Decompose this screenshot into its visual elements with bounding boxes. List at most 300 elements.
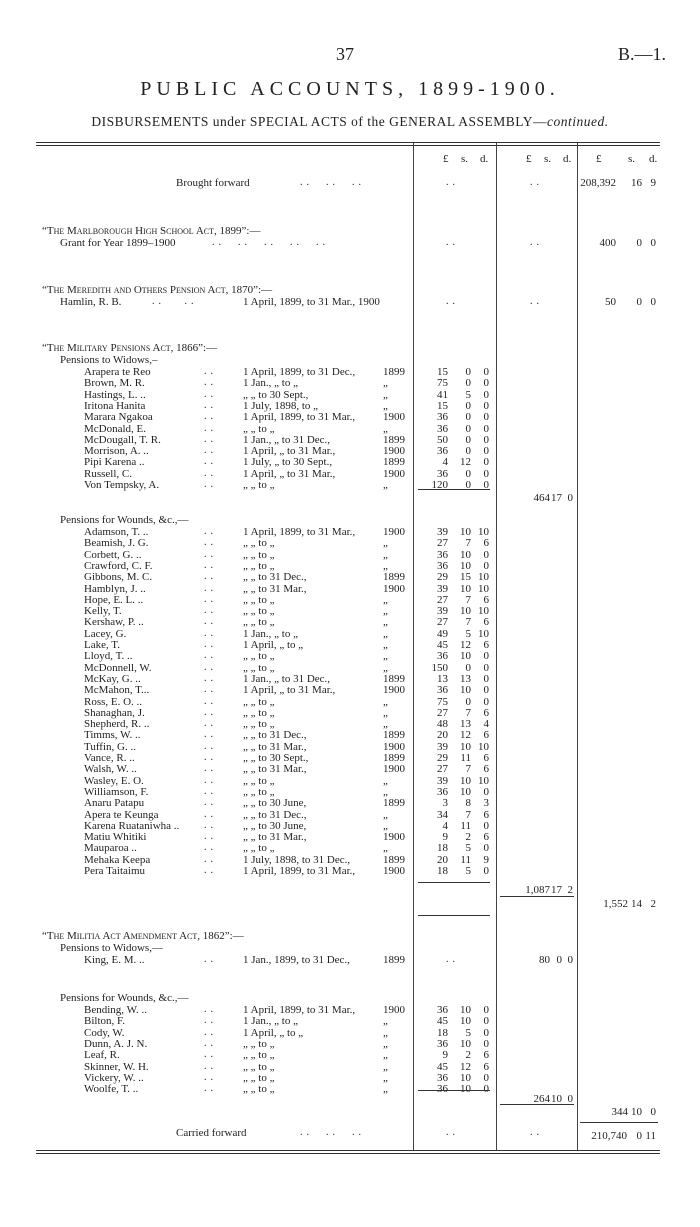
pension-year: 1900	[383, 411, 405, 424]
pension-period: „ „ to 31 Dec.,	[243, 571, 307, 584]
amount-pence: 0	[483, 411, 489, 424]
pension-period: „ „ to 30 Sept.,	[243, 752, 309, 764]
meredith-pounds: 50	[605, 296, 616, 308]
marlborough-grant-line: Grant for Year 1899–1900	[60, 237, 176, 249]
pension-year: 1899	[383, 729, 405, 742]
pensioner-name: Crawford, C. F.	[84, 559, 153, 572]
pension-year: „	[383, 593, 388, 606]
pensioner-name: Leaf, R.	[84, 1049, 120, 1062]
pension-period: „ „ to „	[243, 1037, 275, 1050]
military-widows-total-shillings: 17	[551, 492, 562, 504]
marlborough-pounds: 400	[599, 237, 616, 249]
amount-pence: 0	[483, 842, 489, 855]
pension-year: 1900	[383, 740, 405, 753]
pension-period: 1 April, 1899, to 31 Mar.,	[243, 411, 356, 424]
table-bottom-border-inner	[36, 1153, 660, 1154]
col1-pounds: £	[443, 153, 449, 165]
amount-pounds: 9	[442, 1049, 448, 1062]
amount-shillings: 0	[465, 433, 471, 446]
militia-widow-year: 1899	[383, 954, 405, 966]
brought-forward-pounds: 208,392	[580, 177, 616, 189]
col2-pence: d.	[563, 153, 572, 165]
leader-dots: .. .. ..	[300, 1127, 365, 1138]
pensioner-name: Woolfe, T. ..	[84, 1083, 139, 1096]
militia-act-heading: “The Militia Act Amendment Act, 1862”:—	[42, 930, 244, 942]
subtotal-rule	[418, 489, 490, 490]
pension-year: „	[383, 422, 388, 435]
pensioner-name: Ross, E. O. ..	[84, 695, 143, 708]
military-widows-total-pounds: 464	[533, 492, 550, 504]
pension-period: „ „ to 30 June,	[243, 797, 307, 810]
pension-year: 1900	[383, 445, 405, 458]
amount-pence: 6	[483, 616, 489, 629]
amount-shillings: 0	[465, 377, 471, 390]
leader-dots: ..	[204, 1004, 217, 1015]
empty-cell-dots: ..	[530, 296, 543, 307]
pension-period: 1 April, 1899, to 31 Mar.,	[243, 1004, 356, 1016]
leader-dots: ..	[204, 718, 217, 730]
pension-period: „ „ to 31 Mar.,	[243, 831, 307, 844]
leader-dots: ..	[204, 1015, 217, 1027]
amount-shillings: 10	[460, 582, 471, 595]
amount-pounds: 27	[437, 706, 448, 719]
amount-pence: 0	[483, 1026, 489, 1039]
pensioner-name: Walsh, W. ..	[84, 763, 137, 776]
amount-shillings: 10	[460, 1083, 471, 1096]
subtotal-rule	[418, 882, 490, 883]
pension-period: 1 April, 1899, to 31 Mar.,	[243, 865, 356, 877]
amount-pence: 10	[478, 582, 489, 595]
pension-year: „	[383, 616, 388, 629]
empty-cell-dots: ..	[530, 1127, 543, 1138]
pension-period: „ „ to „	[243, 605, 275, 618]
pensioner-name: Vickery, W. ..	[84, 1071, 144, 1084]
pension-period: „ „ to „	[243, 559, 275, 572]
military-wounds-heading: Pensions for Wounds, &c.,—	[60, 514, 189, 526]
pension-year: „	[383, 1037, 388, 1050]
pension-year: „	[383, 808, 388, 821]
pension-year: 1900	[383, 467, 405, 480]
col2-pounds: £	[526, 153, 532, 165]
amount-pence: 0	[483, 672, 489, 685]
pension-year: 1900	[383, 831, 405, 844]
pension-year: „	[383, 774, 388, 787]
amount-shillings: 0	[465, 366, 471, 378]
subtotal-rule	[418, 1090, 490, 1091]
page-title: PUBLIC ACCOUNTS, 1899-1900.	[140, 78, 560, 100]
pension-period: „ „ to „	[243, 650, 275, 663]
amount-shillings: 15	[460, 571, 471, 584]
pensioner-name: Lloyd, T. ..	[84, 650, 133, 663]
pensioner-name: Corbett, G. ..	[84, 548, 142, 561]
pension-period: 1 April, „ to 31 Mar.,	[243, 467, 336, 480]
brought-forward-shillings: 16	[631, 177, 642, 189]
amount-pence: 0	[483, 456, 489, 469]
leader-dots: ..	[204, 593, 217, 605]
pensioner-name: Pera Taitaimu	[84, 865, 146, 877]
table-top-border-inner	[36, 145, 660, 146]
pension-year: „	[383, 1071, 388, 1084]
pension-year: „	[383, 479, 388, 491]
amount-shillings: 0	[465, 661, 471, 674]
amount-pounds: 36	[437, 785, 448, 798]
pension-period: „ „ to 30 June,	[243, 819, 307, 832]
pensioner-name: Dunn, A. J. N.	[84, 1037, 148, 1050]
pensioner-name: McKay, G. ..	[84, 672, 141, 685]
amount-pence: 6	[483, 729, 489, 742]
amount-pence: 6	[483, 1060, 489, 1073]
amount-shillings: 10	[460, 774, 471, 787]
amount-shillings: 11	[460, 819, 471, 832]
amount-pence: 0	[483, 1037, 489, 1050]
leader-dots: ..	[204, 411, 217, 423]
amount-pence: 10	[478, 571, 489, 584]
leader-dots: ..	[204, 661, 217, 673]
leader-dots: ..	[204, 571, 217, 583]
carried-forward-label: Carried forward	[176, 1127, 247, 1139]
amount-pence: 0	[483, 445, 489, 458]
leader-dots: ..	[204, 467, 217, 479]
militia-wounds-total-shillings: 10	[551, 1093, 562, 1105]
pension-period: „ „ to 31 Dec.,	[243, 729, 307, 742]
pensioner-name: Matiu Whitiki	[84, 831, 147, 844]
amount-pounds: 36	[437, 1071, 448, 1084]
leader-dots: .. .. ..	[300, 177, 365, 188]
column-rule-1	[413, 143, 414, 1151]
militia-total-pence: 0	[650, 1106, 656, 1118]
amount-pounds: 36	[437, 411, 448, 424]
amount-pence: 0	[483, 865, 489, 877]
section-rule	[580, 1122, 658, 1123]
amount-pounds: 45	[437, 639, 448, 651]
amount-pounds: 34	[437, 808, 448, 821]
marlborough-shillings: 0	[636, 237, 642, 249]
amount-shillings: 13	[460, 718, 471, 731]
amount-pence: 0	[483, 377, 489, 390]
pension-period: 1 April, „ to „	[243, 639, 304, 651]
amount-pence: 0	[483, 1083, 489, 1096]
amount-shillings: 7	[465, 763, 471, 776]
pension-period: „ „ to „	[243, 1060, 275, 1073]
militia-widow-name: King, E. M. ..	[84, 954, 145, 966]
leader-dots: ..	[204, 605, 217, 617]
amount-pence: 6	[483, 593, 489, 606]
amount-pounds: 29	[437, 571, 448, 584]
pension-year: „	[383, 695, 388, 708]
amount-pounds: 27	[437, 616, 448, 629]
pensioner-name: Tuffin, G. ..	[84, 740, 136, 753]
leader-dots: ..	[204, 853, 217, 865]
amount-pounds: 36	[437, 650, 448, 663]
pensioner-name: Kelly, T.	[84, 605, 122, 618]
amount-pounds: 41	[437, 388, 448, 401]
pension-year: „	[383, 785, 388, 798]
pensioner-name: McDonnell, W.	[84, 661, 152, 674]
leader-dots: ..	[204, 479, 217, 490]
pension-year: „	[383, 1083, 388, 1096]
pension-year: „	[383, 399, 388, 412]
pension-year: „	[383, 537, 388, 550]
amount-shillings: 0	[465, 695, 471, 708]
leader-dots: ..	[204, 819, 217, 831]
pension-period: „ „ to 31 Dec.,	[243, 808, 307, 821]
empty-cell-dots: ..	[446, 954, 459, 965]
military-total-pence: 2	[650, 898, 656, 910]
militia-total-shillings: 10	[631, 1106, 642, 1118]
leader-dots: ..	[204, 808, 217, 820]
brought-forward-pence: 9	[650, 177, 656, 189]
amount-pounds: 48	[437, 718, 448, 731]
militia-widow-pence: 0	[567, 954, 573, 966]
pension-period: „ „ to „	[243, 422, 275, 435]
pension-year: 1899	[383, 366, 405, 378]
leader-dots: ..	[204, 1049, 217, 1061]
amount-pounds: 3	[442, 797, 448, 810]
leader-dots: ..	[204, 797, 217, 809]
pension-period: „ „ to „	[243, 695, 275, 708]
pension-year: „	[383, 388, 388, 401]
amount-pence: 0	[483, 819, 489, 832]
pension-period: „ „ to „	[243, 537, 275, 550]
pension-period: 1 Jan., „ to 31 Dec.,	[243, 433, 331, 446]
table-bottom-border	[36, 1150, 660, 1151]
amount-pence: 0	[483, 684, 489, 697]
amount-shillings: 5	[465, 1026, 471, 1039]
amount-pence: 10	[478, 740, 489, 753]
pension-period: „ „ to „	[243, 616, 275, 629]
amount-shillings: 0	[465, 479, 471, 491]
pensioner-name: Morrison, A. ..	[84, 445, 149, 458]
amount-pounds: 36	[437, 559, 448, 572]
amount-shillings: 5	[465, 842, 471, 855]
leader-dots: ..	[204, 548, 217, 560]
pensioner-name: Russell, C.	[84, 467, 132, 480]
amount-pence: 6	[483, 537, 489, 550]
amount-shillings: 7	[465, 537, 471, 550]
carried-forward-shillings: 0	[636, 1130, 642, 1142]
pensioner-name: McDougall, T. R.	[84, 433, 161, 446]
pensioner-name: Vance, R. ..	[84, 752, 135, 764]
amount-pounds: 39	[437, 605, 448, 618]
pension-period: „ „ to „	[243, 593, 275, 606]
military-wounds-total-pence: 2	[567, 884, 573, 896]
pensioner-name: Apera te Keunga	[84, 808, 159, 821]
amount-shillings: 10	[460, 548, 471, 561]
amount-pounds: 36	[437, 1004, 448, 1016]
document-reference: B.—1.	[618, 44, 667, 64]
leader-dots: .. .. .. .. ..	[212, 237, 329, 248]
amount-pounds: 15	[437, 366, 448, 378]
leader-dots: ..	[204, 433, 217, 445]
amount-pounds: 27	[437, 763, 448, 776]
amount-shillings: 11	[460, 853, 471, 866]
militia-widows-heading: Pensions to Widows,—	[60, 942, 163, 954]
amount-pence: 10	[478, 627, 489, 640]
meredith-pence: 0	[650, 296, 656, 308]
leader-dots: ..	[204, 456, 217, 468]
amount-shillings: 0	[465, 467, 471, 480]
pension-period: „ „ to „	[243, 785, 275, 798]
leader-dots: ..	[204, 627, 217, 639]
amount-pence: 0	[483, 388, 489, 401]
amount-shillings: 10	[460, 559, 471, 572]
pension-year: „	[383, 650, 388, 663]
leader-dots: ..	[204, 422, 217, 434]
pension-year: „	[383, 1060, 388, 1073]
section-rule	[418, 915, 490, 916]
amount-shillings: 7	[465, 808, 471, 821]
pension-period: 1 April, 1899, to 31 Dec.,	[243, 366, 356, 378]
amount-shillings: 13	[460, 672, 471, 685]
leader-dots: ..	[204, 1071, 217, 1083]
amount-pence: 10	[478, 605, 489, 618]
amount-pence: 0	[483, 1015, 489, 1028]
amount-pence: 0	[483, 661, 489, 674]
marlborough-pence: 0	[650, 237, 656, 249]
leader-dots: ..	[204, 639, 217, 650]
pension-period: „ „ to „	[243, 706, 275, 719]
pension-period: „ „ to „	[243, 774, 275, 787]
pensioner-name: Shanaghan, J.	[84, 706, 145, 719]
pension-year: „	[383, 842, 388, 855]
pension-period: „ „ to „	[243, 1071, 275, 1084]
amount-shillings: 2	[465, 831, 471, 844]
pension-year: „	[383, 639, 388, 651]
pension-year: 1900	[383, 684, 405, 697]
pension-period: „ „ to „	[243, 1083, 275, 1096]
pension-year: 1900	[383, 763, 405, 776]
amount-pounds: 36	[437, 1037, 448, 1050]
pension-period: 1 Jan., „ to „	[243, 627, 298, 640]
amount-shillings: 5	[465, 865, 471, 877]
pension-period: 1 Jan., „ to 31 Dec.,	[243, 672, 331, 685]
leader-dots: ..	[204, 831, 217, 843]
amount-shillings: 10	[460, 526, 471, 538]
col3-pounds: £	[596, 153, 602, 165]
amount-pounds: 39	[437, 526, 448, 538]
pensioner-name: McMahon, T...	[84, 684, 150, 697]
pension-period: „ „ to „	[243, 718, 275, 731]
amount-pounds: 36	[437, 422, 448, 435]
amount-shillings: 0	[465, 411, 471, 424]
pensioner-name: Brown, M. R.	[84, 377, 145, 390]
amount-pounds: 18	[437, 842, 448, 855]
pension-period: „ „ to „	[243, 842, 275, 855]
pensioner-name: Beamish, J. G.	[84, 537, 149, 550]
pension-period: 1 July, 1898, to „	[243, 399, 319, 412]
leader-dots: ..	[204, 763, 217, 775]
amount-pounds: 49	[437, 627, 448, 640]
meredith-act-heading: “The Meredith and Others Pension Act, 1870”:—	[42, 284, 273, 296]
column-rule-3	[577, 143, 578, 1151]
leader-dots: ..	[204, 785, 217, 797]
amount-pounds: 150	[431, 661, 448, 674]
military-widows-total-pence: 0	[567, 492, 573, 504]
leader-dots: ..	[204, 388, 217, 400]
amount-pounds: 120	[431, 479, 448, 491]
col3-shillings: s.	[628, 153, 636, 165]
pension-year: 1899	[383, 672, 405, 685]
amount-pence: 6	[483, 808, 489, 821]
pension-year: 1900	[383, 1004, 405, 1016]
pension-year: „	[383, 605, 388, 618]
pensioner-name: Adamson, T. ..	[84, 526, 149, 538]
pension-period: 1 April, „ to „	[243, 1026, 304, 1039]
leader-dots: ..	[204, 366, 217, 377]
amount-shillings: 12	[460, 639, 471, 651]
pension-year: 1899	[383, 456, 405, 469]
leader-dots: ..	[204, 537, 217, 549]
pensioner-name: Skinner, W. H.	[84, 1060, 149, 1073]
military-act-heading: “The Military Pensions Act, 1866”:—	[42, 342, 218, 354]
amount-shillings: 8	[465, 797, 471, 810]
amount-pence: 6	[483, 639, 489, 651]
amount-pence: 3	[483, 797, 489, 810]
amount-pence: 0	[483, 422, 489, 435]
amount-pounds: 36	[437, 445, 448, 458]
empty-cell-dots: ..	[530, 237, 543, 248]
pensioner-name: Von Tempsky, A.	[84, 479, 160, 491]
pension-year: 1899	[383, 752, 405, 764]
amount-pence: 0	[483, 399, 489, 412]
amount-pence: 0	[483, 366, 489, 378]
pensioner-name: Karena Ruataniwha ..	[84, 819, 180, 832]
military-total-shillings: 14	[631, 898, 642, 910]
amount-pence: 6	[483, 752, 489, 764]
pension-year: „	[383, 819, 388, 832]
pensioner-name: Gibbons, M. C.	[84, 571, 153, 584]
empty-cell-dots: ..	[446, 177, 459, 188]
amount-pounds: 4	[442, 819, 448, 832]
leader-dots: ..	[204, 399, 217, 411]
amount-pounds: 39	[437, 582, 448, 595]
leader-dots: ..	[204, 752, 217, 763]
column-rule-2	[496, 143, 497, 1151]
militia-widow-period: 1 Jan., 1899, to 31 Dec.,	[243, 954, 350, 966]
military-wounds-total-pounds: 1,087	[525, 884, 550, 896]
amount-pounds: 18	[437, 865, 448, 877]
pensioner-name: Bending, W. ..	[84, 1004, 147, 1016]
pensioner-name: Hamblyn, J. ..	[84, 582, 146, 595]
leader-dots: ..	[204, 865, 217, 876]
amount-shillings: 10	[460, 605, 471, 618]
pension-year: 1900	[383, 526, 405, 538]
military-widows-heading: Pensions to Widows,–	[60, 354, 158, 366]
amount-pounds: 75	[437, 695, 448, 708]
pension-year: „	[383, 559, 388, 572]
amount-pounds: 50	[437, 433, 448, 446]
pensioner-name: Arapera te Reo	[84, 366, 151, 378]
pension-year: „	[383, 548, 388, 561]
col1-shillings: s.	[461, 153, 469, 165]
pensioner-name: Mehaka Keepa	[84, 853, 151, 866]
amount-shillings: 12	[460, 456, 471, 469]
militia-widow-shillings: 0	[556, 954, 562, 966]
leader-dots: ..	[204, 616, 217, 628]
amount-pence: 0	[483, 695, 489, 708]
militia-wounds-heading: Pensions for Wounds, &c.,—	[60, 992, 189, 1004]
pension-year: „	[383, 1026, 388, 1039]
amount-shillings: 10	[460, 740, 471, 753]
pensioner-name: Shepherd, R. ..	[84, 718, 150, 731]
pension-period: „ „ to „	[243, 479, 275, 491]
leader-dots: ..	[204, 650, 217, 662]
leader-dots: ..	[204, 774, 217, 786]
amount-shillings: 11	[460, 752, 471, 764]
pension-period: 1 July, „ to 30 Sept.,	[243, 456, 333, 469]
amount-pounds: 9	[442, 831, 448, 844]
amount-pounds: 4	[442, 456, 448, 469]
